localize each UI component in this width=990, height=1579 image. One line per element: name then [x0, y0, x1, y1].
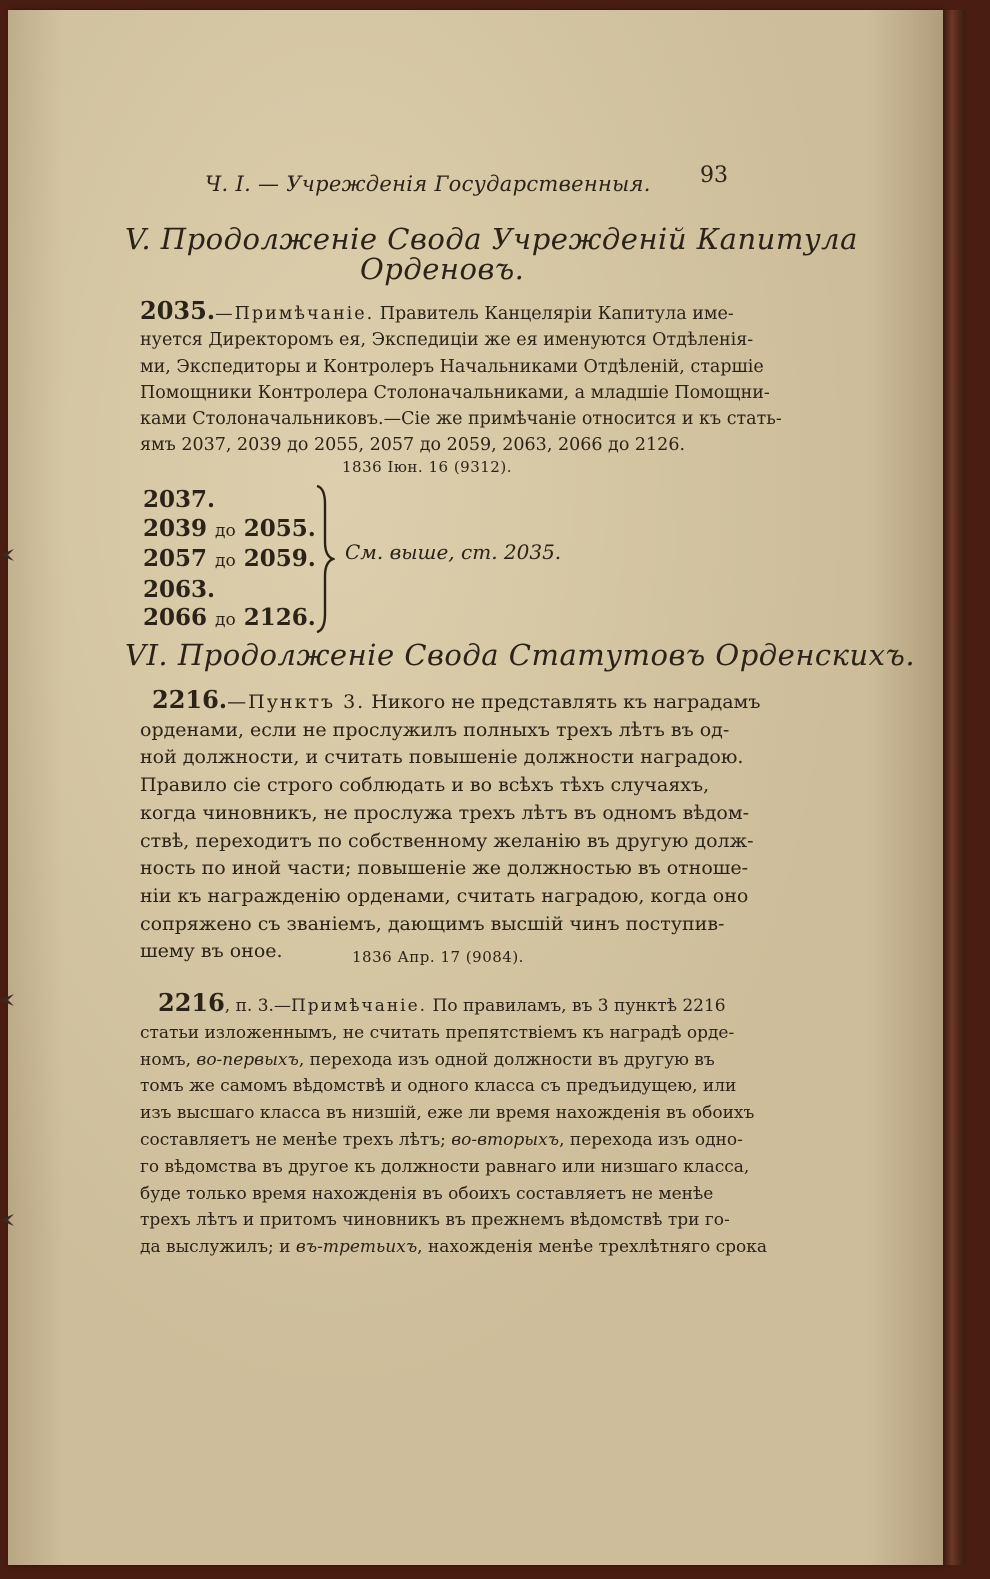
reference-item: 2066 до 2126.: [143, 604, 316, 631]
note-line: томъ же самомъ вѣдомствѣ и одного класса съ предъидущею, или: [140, 1076, 737, 1097]
section-heading-5: V. Продолженіе Свода Учрежденій Капитула: [125, 222, 858, 256]
article-line: шему въ оное.: [140, 940, 283, 963]
note-article-number: 2216: [158, 988, 225, 1017]
note-line: буде только время нахожденія въ обоихъ составляетъ не менѣе: [140, 1183, 714, 1204]
page-number: 93: [700, 163, 728, 188]
note-text: По правиламъ, въ 3 пунктѣ 2216: [427, 996, 726, 1016]
enactment-date: 1836 Іюн. 16 (9312).: [342, 458, 512, 476]
running-head: Ч. I. — Учрежденія Государственныя.: [205, 172, 651, 196]
reference-item: 2057 до 2059.: [143, 545, 316, 572]
article-line: сопряжено съ званіемъ, дающимъ высшій чинъ поступив-: [140, 912, 725, 935]
article-lead: —Пунктъ 3.: [227, 691, 366, 713]
brace-reference-note: См. выше, ст. 2035.: [345, 540, 562, 564]
article-line: когда чиновникъ, не прослужа трехъ лѣтъ въ одномъ вѣдом-: [140, 801, 750, 824]
article-line: Помощники Контролера Столоначальниками, а младшіе Помощни-: [140, 382, 770, 403]
article-line: нуется Директоромъ ея, Экспедиціи же ея именуются Отдѣленія-: [140, 330, 754, 351]
note-line: трехъ лѣтъ и притомъ чиновникъ въ прежнемъ вѣдомствѣ три го-: [140, 1210, 730, 1231]
article-number: 2035.: [140, 296, 216, 325]
article-line: ніи къ награжденію орденами, считать наградою, когда оно: [140, 884, 749, 907]
section-heading-6: VI. Продолженіе Свода Статутовъ Орденскихъ.: [125, 638, 916, 672]
article-first-line: [140, 298, 782, 327]
article-lead: —Примѣчаніе.: [215, 304, 375, 324]
article-text: Правитель Канцеляріи Капитула име-: [374, 304, 734, 324]
reference-list: [143, 486, 316, 635]
binding-clip-icon: [0, 990, 16, 1010]
article-line: ствѣ, переходитъ по собственному желанію въ другую долж-: [140, 829, 754, 852]
article-line: ками Столоначальниковъ.—Сіе же примѣчаніе относится и къ стать-: [140, 409, 782, 430]
binding-clip-icon: [0, 545, 16, 565]
article-line: ямъ 2037, 2039 до 2055, 2057 до 2059, 2063, 2066 до 2126.: [140, 435, 686, 456]
note-2216: [140, 990, 767, 1261]
note-line: статьи изложеннымъ, не считать препятствіемъ къ наградѣ орде-: [140, 1022, 735, 1043]
binding-clip-icon: [0, 1210, 16, 1230]
note-line: да выслужилъ; и въ-третьихъ, нахожденія менѣе трехлѣтняго срока: [140, 1237, 768, 1258]
book-spine-edge: [943, 10, 965, 1565]
note-line: изъ высшаго класса въ низшій, еже ли время нахожденія въ обоихъ: [140, 1103, 755, 1124]
enactment-date: 1836 Апр. 17 (9084).: [352, 948, 524, 966]
article-line: ми, Экспедиторы и Контролеръ Начальниками Отдѣленій, старшіе: [140, 356, 764, 377]
article-2035: [140, 298, 782, 459]
note-line: номъ, во-первыхъ, перехода изъ одной должности въ другую въ: [140, 1049, 715, 1070]
article-line: ность по иной части; повышеніе же должностью въ отноше-: [140, 857, 749, 880]
reference-item: 2039 до 2055.: [143, 514, 316, 542]
note-line: го вѣдомства въ другое къ должности равнаго или низшаго класса,: [140, 1156, 750, 1177]
article-2216: [140, 686, 760, 966]
note-line: составляетъ не менѣе трехъ лѣтъ; во-вторыхъ, перехода изъ одно-: [140, 1129, 743, 1150]
reference-item: 2037.: [143, 486, 216, 513]
article-text: Никого не представлять къ наградамъ: [365, 691, 761, 713]
reference-item: 2063.: [143, 575, 216, 603]
section-heading-5-cont: Орденовъ.: [360, 252, 525, 286]
article-line: орденами, если не прослужилъ полныхъ трехъ лѣтъ въ од-: [140, 718, 730, 741]
article-line: Правило сіе строго соблюдать и во всѣхъ тѣхъ случаяхъ,: [140, 774, 710, 797]
article-number: 2216.: [152, 685, 228, 714]
article-line: ной должности, и считать повышеніе должности наградою.: [140, 746, 744, 769]
note-lead: Примѣчаніе.: [290, 996, 428, 1016]
note-point: , п. 3.—: [224, 996, 291, 1016]
note-first-line: [140, 990, 767, 1020]
article-first-line: [140, 686, 760, 717]
curly-brace-icon: [313, 484, 335, 634]
